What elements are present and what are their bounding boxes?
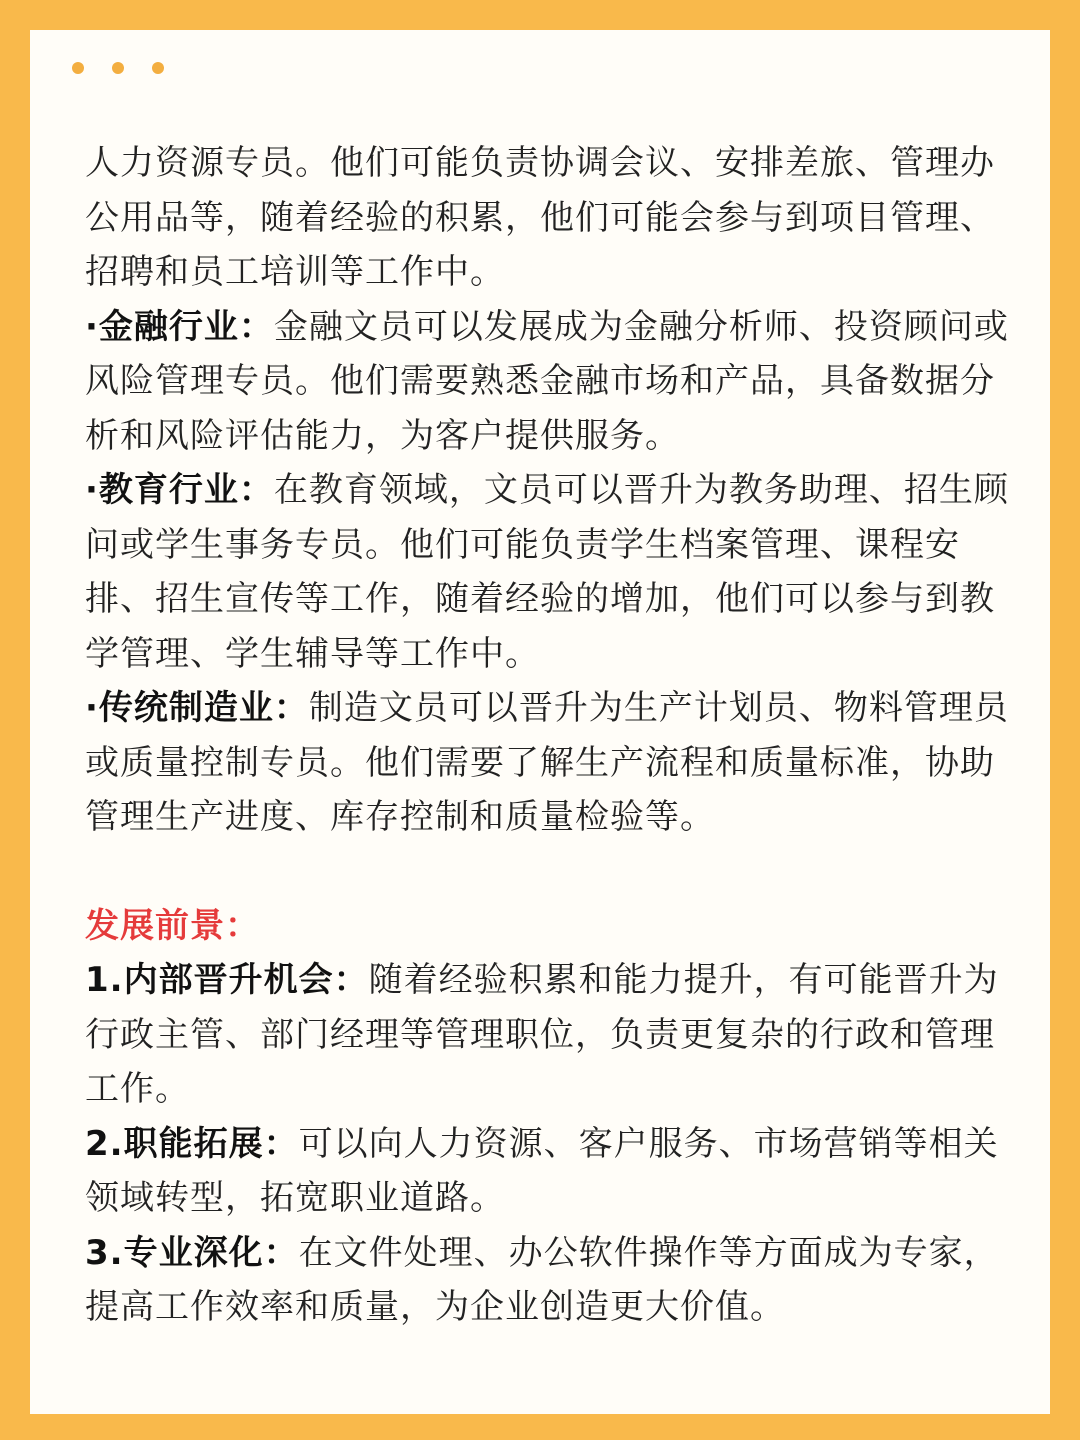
prospect-item xyxy=(85,1226,1015,1335)
prospect-item xyxy=(85,953,1015,1117)
prospect-label: 1.内部晋升机会： xyxy=(85,960,369,1000)
dot-icon xyxy=(72,62,84,74)
education-label: ·教育行业： xyxy=(85,470,274,510)
finance-label: ·金融行业： xyxy=(85,306,274,347)
education-paragraph xyxy=(85,463,1015,681)
intro-paragraph: 人力资源专员。他们可能负责协调会议、安排差旅、管理办公用品等，随着经验的积累，他们可能会参与到项目管理、招聘和员工培训等工作中。 xyxy=(85,143,995,292)
section-spacer xyxy=(85,845,1015,899)
manufacturing-paragraph xyxy=(85,681,1015,845)
prospect-item xyxy=(85,1117,1015,1226)
prospect-text: 随着经验积累和能力提升，有可能晋升为行政主管、部门经理等管理职位，负责更复杂的行政和管理工作。 xyxy=(85,960,999,1109)
education-text: 在教育领域，文员可以晋升为教务助理、招生顾问或学生事务专员。他们可能负责学生档案管理、课程安排、招生宣传等工作，随着经验的增加，他们可以参与到教学管理、学生辅导等工作中。 xyxy=(85,470,1009,674)
prospect-label: 2.职能拓展： xyxy=(85,1123,299,1164)
dot-icon xyxy=(152,62,164,74)
manufacturing-label: ·传统制造业： xyxy=(85,688,309,728)
prospect-label: 3.专业深化： xyxy=(85,1232,299,1273)
dot-icon xyxy=(112,62,124,74)
finance-text: 金融文员可以发展成为金融分析师、投资顾问或风险管理专员。他们需要熟悉金融市场和产品，具备数据分析和风险评估能力，为客户提供服务。 xyxy=(85,306,1009,456)
manufacturing-text: 制造文员可以晋升为生产计划员、物料管理员或质量控制专员。他们需要了解生产流程和质量标准，协助管理生产进度、库存控制和质量检验等。 xyxy=(85,688,1009,837)
article-body xyxy=(85,136,1015,1335)
prospect-text: 可以向人力资源、客户服务、市场营销等相关领域转型，拓宽职业道路。 xyxy=(85,1123,999,1218)
prospect-text: 在文件处理、办公软件操作等方面成为专家，提高工作效率和质量，为企业创造更大价值。 xyxy=(85,1232,999,1327)
finance-paragraph xyxy=(85,300,1015,464)
content-card xyxy=(30,30,1050,1414)
prospects-heading: 发展前景： xyxy=(85,905,260,946)
window-dots xyxy=(72,62,164,74)
